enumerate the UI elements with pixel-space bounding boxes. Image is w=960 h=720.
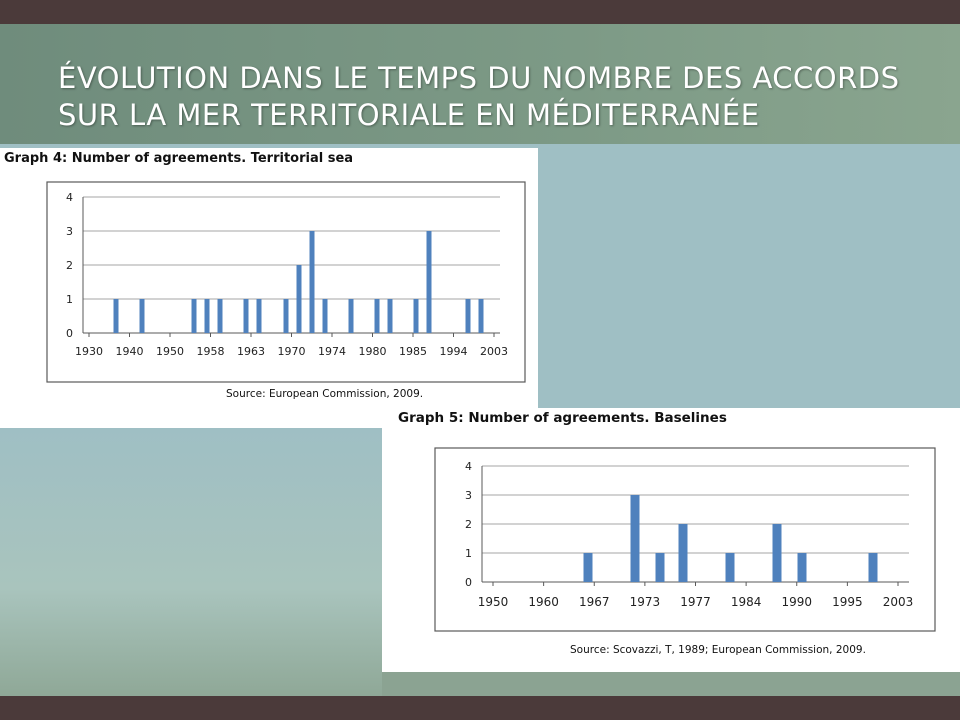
graph-5-bar (656, 553, 665, 582)
graph-4-source: Source: European Commission, 2009. (226, 388, 424, 400)
graph-4-bar (349, 299, 354, 333)
graph-4-x-tick-label: 1963 (237, 345, 265, 358)
graph-5-bar (798, 553, 807, 582)
graph-4-bar (375, 299, 380, 333)
background-map (0, 428, 382, 696)
graph-5-bar (631, 495, 640, 582)
graph-5-title: Graph 5: Number of agreements. Baselines (398, 410, 727, 426)
graph-4-x-tick-label: 1950 (156, 345, 184, 358)
graph-5-x-tick-label: 1967 (578, 595, 610, 609)
graph-4-bar (323, 299, 328, 333)
graph-4-bar (284, 299, 289, 333)
graph-5-chart (382, 408, 960, 672)
graph-5-y-tick-label: 3 (465, 489, 472, 502)
bottom-band (0, 696, 960, 720)
graph-5-x-tick-label: 1960 (528, 595, 559, 609)
graph-4-bar (479, 299, 484, 333)
graph-4-x-tick-label: 1994 (439, 345, 468, 358)
graph-4-y-tick-label: 3 (66, 225, 73, 238)
graph-4-bar (466, 299, 471, 333)
graph-4-x-tick-label: 1980 (358, 345, 387, 358)
graph-4-y-tick-label: 2 (66, 259, 73, 272)
graph-4-y-tick-label: 4 (66, 191, 73, 204)
graph-4-bar (140, 299, 145, 333)
graph-4-y-tick-label: 0 (66, 327, 73, 340)
graph-5-bar (869, 553, 878, 582)
graph-4-x-tick-label: 1985 (399, 345, 427, 358)
graph-4-bar (114, 299, 119, 333)
graph-5-y-tick-label: 2 (465, 518, 472, 531)
graph-5-bar (773, 524, 782, 582)
graph-5-x-tick-label: 1973 (629, 595, 661, 609)
graph-5-y-tick-label: 0 (465, 576, 472, 589)
graph-4-x-tick-label: 1930 (75, 345, 103, 358)
graph-4-bar (192, 299, 197, 333)
graph-4-bar (205, 299, 210, 333)
graph-4-bar (427, 231, 432, 333)
graph-4-title: Graph 4: Number of agreements. Territorial sea (4, 151, 354, 166)
background-strip (382, 672, 960, 696)
graph-5-x-tick-label: 1950 (477, 595, 509, 609)
graph-5-bar (679, 524, 688, 582)
graph-4-bar (388, 299, 393, 333)
graph-5-y-tick-label: 1 (465, 547, 472, 560)
graph-5-x-tick-label: 1990 (781, 595, 813, 609)
graph-4-y-tick-label: 1 (66, 293, 73, 306)
slide-title (58, 60, 918, 134)
graph-4-bar (257, 299, 262, 333)
slide-title-line-2: SUR LA MER TERRITORIALE EN MÉDITERRANÉE (58, 98, 760, 132)
graph-5-x-tick-label: 1977 (680, 595, 711, 609)
graph-5-x-tick-label: 1984 (730, 595, 762, 609)
graph-4-bar (310, 231, 315, 333)
graph-4-bar (218, 299, 223, 333)
graph-4-bar (244, 299, 249, 333)
graph-4-x-tick-label: 1958 (196, 345, 225, 358)
graph-4-x-tick-label: 2003 (480, 345, 508, 358)
slide-title-line-1: ÉVOLUTION DANS LE TEMPS DU NOMBRE DES ACCORDS (58, 61, 900, 95)
graph-5-source: Source: Scovazzi, T, 1989; European Commission, 2009. (570, 644, 866, 656)
graph-4-panel (0, 148, 538, 428)
graph-5-x-tick-label: 2003 (882, 595, 914, 609)
graph-5-y-tick-label: 4 (465, 460, 472, 473)
graph-4-bar (414, 299, 419, 333)
top-band (0, 0, 960, 24)
graph-4-x-tick-label: 1940 (115, 345, 144, 358)
graph-5-panel (382, 408, 960, 672)
graph-4-x-tick-label: 1970 (277, 345, 306, 358)
graph-5-bar (726, 553, 735, 582)
graph-4-x-tick-label: 1974 (318, 345, 346, 358)
graph-4-bar (297, 265, 302, 333)
graph-5-bar (584, 553, 593, 582)
graph-4-chart (0, 148, 538, 428)
graph-5-x-tick-label: 1995 (832, 595, 863, 609)
